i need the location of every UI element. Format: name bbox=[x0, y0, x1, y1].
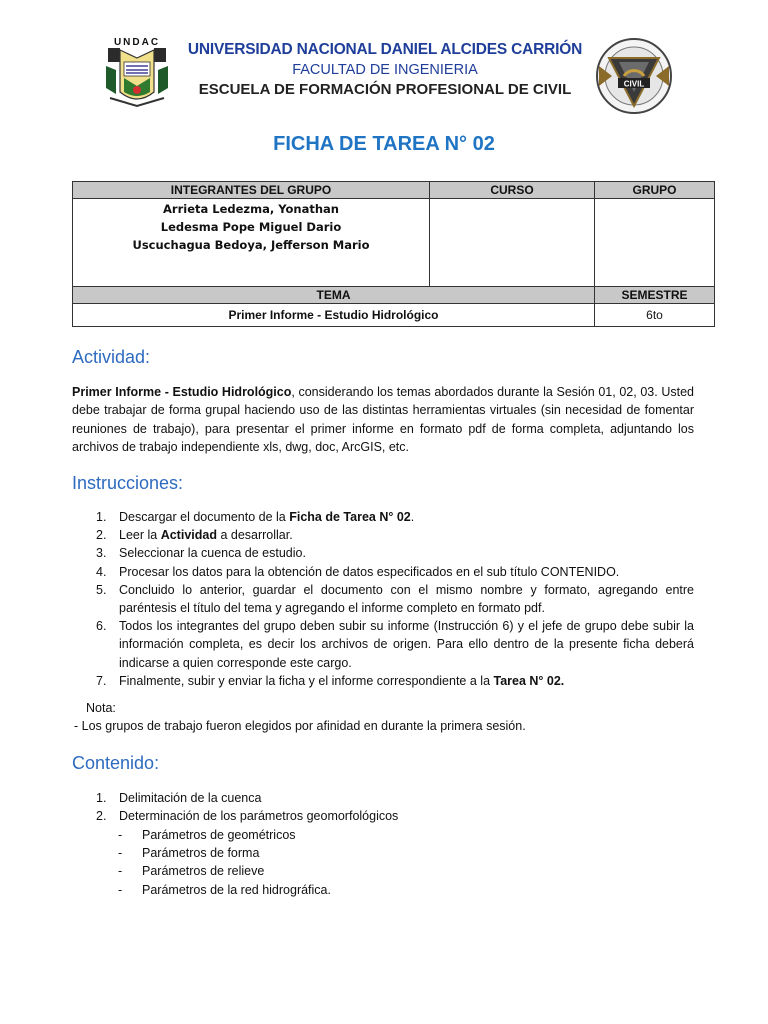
section-contenido-heading: Contenido: bbox=[72, 753, 160, 773]
section-instrucciones-heading: Instrucciones: bbox=[72, 473, 184, 493]
list-item: 4. Procesar los datos para la obtención de datos especificados en el sub título CONTENIDO. bbox=[96, 564, 620, 579]
instructions-list bbox=[72, 508, 694, 690]
school-name: ESCUELA DE FORMACIÓN PROFESIONAL DE CIVIL bbox=[198, 81, 572, 98]
list-item: 1. Descargar el documento de la Ficha de Tarea N° 02. bbox=[96, 510, 415, 524]
list-item: - Parámetros de geométricos bbox=[118, 828, 296, 842]
header-course: CURSO bbox=[430, 182, 595, 199]
note-label: Nota: bbox=[86, 701, 116, 715]
list-item: - Parámetros de la red hidrográfica. bbox=[118, 882, 331, 897]
header-semester: SEMESTRE bbox=[595, 287, 715, 304]
header-members: INTEGRANTES DEL GRUPO bbox=[73, 182, 430, 199]
civil-logo bbox=[594, 36, 674, 116]
topic-cell: Primer Informe - Estudio Hidrológico bbox=[73, 304, 595, 327]
undac-logo bbox=[102, 36, 172, 108]
header-group: GRUPO bbox=[595, 182, 715, 199]
actividad-text: , considerando los temas abordados durante la Sesión 01, 02, 03. Usted debe trabajar de forma grupal haciendo uso de las distintas herramientas virtuales (sin necesidad de fomentar reuniones de trabajo), para presentar el primer informe en formato pdf de forma completa, adjuntando los archivos de trabajo independiente xls, dwg, doc, ArcGIS, etc. bbox=[72, 385, 694, 454]
list-item: - Parámetros de forma bbox=[118, 846, 260, 861]
semester-cell: 6to bbox=[595, 304, 715, 327]
list-item: - Parámetros de relieve bbox=[118, 864, 265, 879]
list-item: 5. Concluido lo anterior, guardar el documento con el mismo nombre y formato, agregando entre paréntesis el título del tema y agregando el informe completo en formato pdf. bbox=[96, 582, 694, 616]
member-name: Uscuchagua Bedoya, Jefferson Mario bbox=[132, 238, 370, 252]
list-item: 2. Leer la Actividad a desarrollar. bbox=[96, 528, 293, 543]
content-sublist bbox=[118, 826, 331, 899]
course-cell bbox=[430, 199, 595, 287]
svg-text:CIVIL: CIVIL bbox=[623, 79, 645, 89]
member-name: Ledesma Pope Miguel Dario bbox=[160, 220, 342, 234]
list-item: 3. Seleccionar la cuenca de estudio. bbox=[96, 546, 306, 561]
list-item: 2. Determinación de los parámetros geomorfológicos bbox=[96, 809, 399, 824]
member-name: Arrieta Ledezma, Yonathan bbox=[163, 202, 339, 216]
list-item: 6. Todos los integrantes del grupo deben subir su informe (Instrucción 6) y el jefe de grupo debe subir la información completa, es decir los archivos de origen. Para ello dentro de la presente ficha deberá indicarse a quien corresponde este cargo. bbox=[96, 619, 694, 670]
document-header bbox=[170, 40, 600, 100]
note-text: - Los grupos de trabajo fueron elegidos por afinidad en durante la primera sesión. bbox=[74, 719, 526, 733]
university-name: UNIVERSIDAD NACIONAL DANIEL ALCIDES CARRIÓN bbox=[187, 41, 583, 58]
content-list bbox=[72, 789, 694, 825]
actividad-bold: Primer Informe - Estudio Hidrológico bbox=[72, 385, 292, 399]
faculty-name: FACULTAD DE INGENIERIA bbox=[292, 62, 478, 78]
group-info-table bbox=[72, 181, 715, 327]
list-item: 7. Finalmente, subir y enviar la ficha y el informe correspondiente a la Tarea N° 02. bbox=[96, 673, 565, 688]
group-cell bbox=[595, 199, 715, 287]
page-title: FICHA DE TAREA N° 02 bbox=[273, 133, 495, 155]
section-actividad-heading: Actividad: bbox=[72, 347, 151, 367]
svg-text:UNDAC: UNDAC bbox=[113, 37, 161, 48]
members-cell bbox=[73, 199, 430, 287]
header-topic: TEMA bbox=[73, 287, 595, 304]
actividad-paragraph bbox=[72, 383, 694, 456]
list-item: 1. Delimitación de la cuenca bbox=[96, 791, 262, 805]
